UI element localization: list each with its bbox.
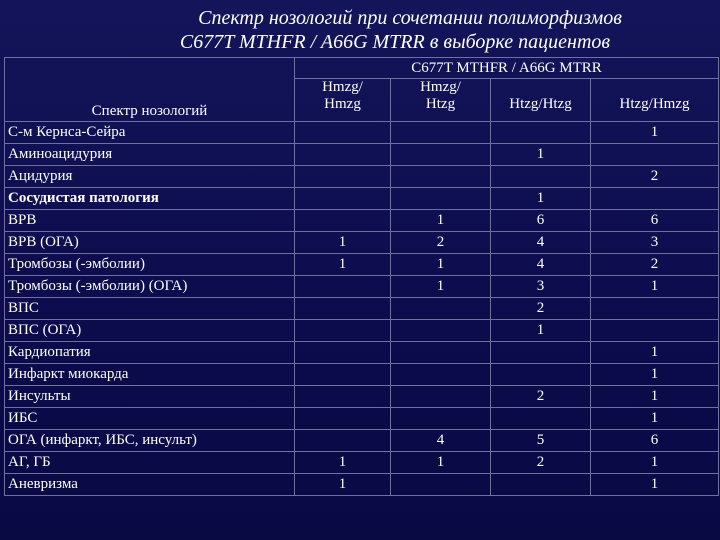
count-cell	[391, 122, 491, 144]
count-cell	[391, 364, 491, 386]
count-cell	[391, 386, 491, 408]
count-cell	[295, 298, 391, 320]
column-header-line2: Htzg	[425, 96, 456, 112]
count-cell	[295, 408, 391, 430]
count-cell: 1	[491, 144, 591, 166]
count-cell: 1	[591, 474, 719, 496]
slide-title-line1: Спектр нозологий при сочетании полиморфизмов	[198, 7, 622, 29]
table-row	[5, 408, 719, 430]
count-cell: 1	[295, 452, 391, 474]
column-header-line2: Htzg/Htzg	[509, 96, 572, 112]
count-cell	[295, 276, 391, 298]
slide-title	[0, 6, 720, 54]
nosology-label: Аневризма	[5, 474, 295, 496]
count-cell: 1	[391, 276, 491, 298]
spectrum-header: Спектр нозологий	[5, 58, 295, 122]
table-row	[5, 144, 719, 166]
table-row	[5, 276, 719, 298]
column-header-line2: Hmzg	[324, 96, 361, 112]
column-header-hmzg-hmzg	[295, 79, 391, 122]
table-row	[5, 254, 719, 276]
count-cell: 1	[591, 408, 719, 430]
table-header-row-1	[5, 58, 719, 79]
count-cell	[591, 188, 719, 210]
nosology-label: ИБС	[5, 408, 295, 430]
table-row	[5, 232, 719, 254]
column-header-htzg-hmzg	[591, 79, 719, 122]
count-cell: 1	[591, 342, 719, 364]
nosology-label: Тромбозы (-эмболии)	[5, 254, 295, 276]
count-cell	[491, 408, 591, 430]
nosology-label: ОГА (инфаркт, ИБС, инсульт)	[5, 430, 295, 452]
count-cell	[391, 166, 491, 188]
count-cell: 6	[491, 210, 591, 232]
count-cell	[295, 188, 391, 210]
count-cell	[391, 474, 491, 496]
count-cell: 1	[391, 254, 491, 276]
count-cell: 3	[591, 232, 719, 254]
count-cell: 1	[591, 276, 719, 298]
nosology-table	[4, 57, 719, 496]
nosology-label: ВРВ	[5, 210, 295, 232]
count-cell: 4	[391, 430, 491, 452]
count-cell	[295, 342, 391, 364]
table-row	[5, 122, 719, 144]
genotype-group-header: C677T MTHFR / A66G MTRR	[295, 58, 719, 79]
count-cell: 1	[591, 386, 719, 408]
nosology-label: С-м Кернса-Сейра	[5, 122, 295, 144]
count-cell: 2	[391, 232, 491, 254]
count-cell: 2	[591, 166, 719, 188]
nosology-label: АГ, ГБ	[5, 452, 295, 474]
count-cell	[295, 122, 391, 144]
column-header-line1: Hmzg/	[322, 79, 363, 95]
count-cell	[295, 166, 391, 188]
count-cell	[491, 364, 591, 386]
count-cell: 6	[591, 210, 719, 232]
column-header-hmzg-htzg	[391, 79, 491, 122]
count-cell	[391, 320, 491, 342]
count-cell: 4	[491, 232, 591, 254]
count-cell	[391, 188, 491, 210]
count-cell	[295, 430, 391, 452]
count-cell: 2	[591, 254, 719, 276]
count-cell	[391, 408, 491, 430]
nosology-label: ВРВ (ОГА)	[5, 232, 295, 254]
count-cell: 1	[295, 474, 391, 496]
nosology-label: Инфаркт миокарда	[5, 364, 295, 386]
count-cell: 2	[491, 452, 591, 474]
count-cell: 1	[591, 364, 719, 386]
count-cell: 3	[491, 276, 591, 298]
table-row	[5, 298, 719, 320]
count-cell: 1	[491, 320, 591, 342]
count-cell	[591, 144, 719, 166]
count-cell: 1	[391, 210, 491, 232]
count-cell	[391, 298, 491, 320]
count-cell	[391, 144, 491, 166]
count-cell	[295, 364, 391, 386]
count-cell	[491, 474, 591, 496]
count-cell: 1	[295, 254, 391, 276]
count-cell	[491, 122, 591, 144]
nosology-label: Сосудистая патология	[5, 188, 295, 210]
count-cell	[391, 342, 491, 364]
count-cell: 1	[491, 188, 591, 210]
count-cell: 2	[491, 298, 591, 320]
table-row	[5, 474, 719, 496]
slide-title-line2: C677T MTHFR / A66G MTRR в выборке пациентов	[179, 31, 611, 53]
count-cell	[295, 210, 391, 232]
nosology-label: Тромбозы (-эмболии) (ОГА)	[5, 276, 295, 298]
column-header-htzg-htzg	[491, 79, 591, 122]
count-cell	[295, 320, 391, 342]
table-row	[5, 452, 719, 474]
column-header-line1: Hmzg/	[420, 79, 461, 95]
table-row	[5, 364, 719, 386]
count-cell: 1	[591, 122, 719, 144]
table-row	[5, 386, 719, 408]
count-cell	[491, 166, 591, 188]
nosology-label: ВПС	[5, 298, 295, 320]
table-row	[5, 166, 719, 188]
table-row	[5, 342, 719, 364]
table-row	[5, 430, 719, 452]
nosology-label: Аминоацидурия	[5, 144, 295, 166]
nosology-label: Ацидурия	[5, 166, 295, 188]
column-header-line2: Htzg/Hmzg	[619, 96, 690, 112]
count-cell: 1	[591, 452, 719, 474]
count-cell: 4	[491, 254, 591, 276]
count-cell	[491, 342, 591, 364]
count-cell: 1	[391, 452, 491, 474]
count-cell: 1	[295, 232, 391, 254]
count-cell	[591, 298, 719, 320]
count-cell: 6	[591, 430, 719, 452]
count-cell: 2	[491, 386, 591, 408]
count-cell	[295, 386, 391, 408]
nosology-label: Кардиопатия	[5, 342, 295, 364]
table-row	[5, 320, 719, 342]
nosology-label: ВПС (ОГА)	[5, 320, 295, 342]
count-cell	[591, 320, 719, 342]
table-row	[5, 188, 719, 210]
nosology-label: Инсульты	[5, 386, 295, 408]
count-cell: 5	[491, 430, 591, 452]
table-row	[5, 210, 719, 232]
count-cell	[295, 144, 391, 166]
